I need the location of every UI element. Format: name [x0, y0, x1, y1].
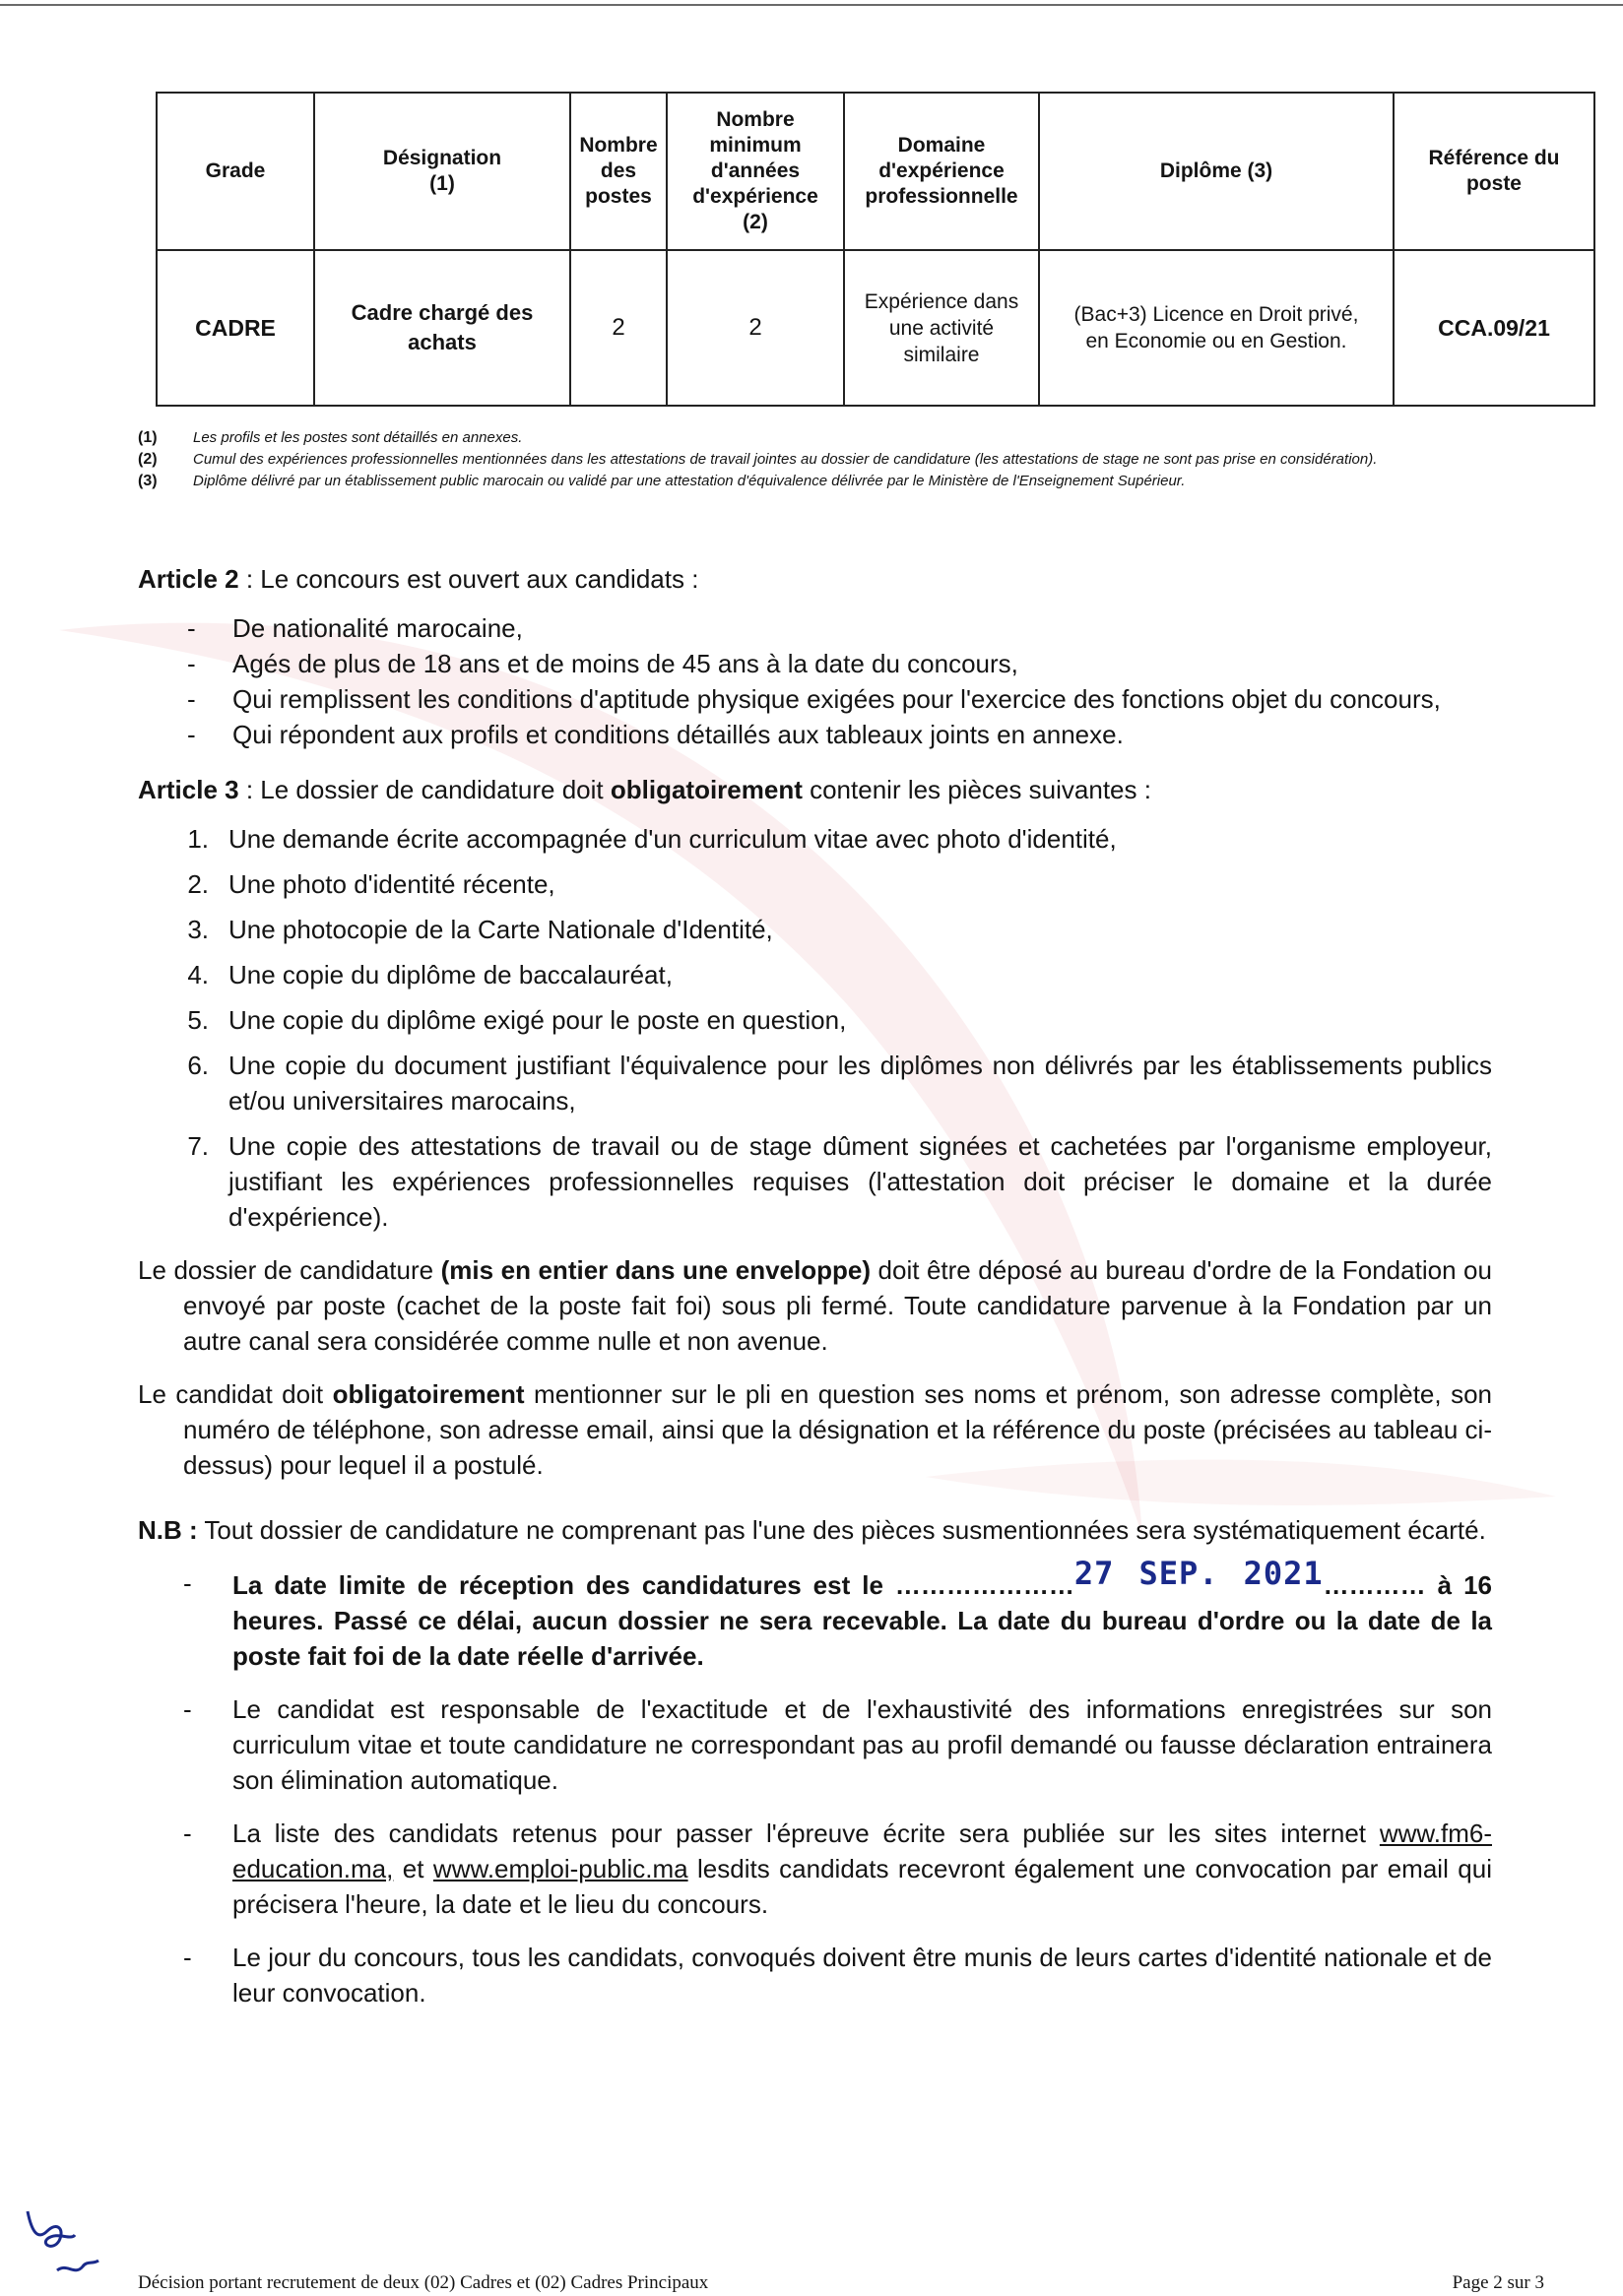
list-item: - Agés de plus de 18 ans et de moins de 45 ans à la date du concours,: [187, 646, 1492, 681]
list-item: - Le jour du concours, tous les candidats, convoqués doivent être munis de leurs cartes d'identité nationale et de leur convocation.: [183, 1940, 1492, 2010]
list-item: 7. Une copie des attestations de travail ou de stage dûment signées et cachetées par l'organisme employeur, justifiant les expériences professionnelles requises (l'attestation doit préciser le domaine et la durée d'expérience).: [187, 1131, 1492, 1232]
list-item: - Qui répondent aux profils et conditions détaillés aux tableaux joints en annexe.: [187, 717, 1492, 752]
header-experience: Nombre minimum d'années d'expérience (2): [667, 93, 844, 250]
header-grade: Grade: [157, 93, 314, 250]
list-item-deadline: - La date limite de réception des candidatures est le …………………27 SEP. 2021………… à 16 heures. Passé ce délai, aucun dossier ne sera recevable. La date du bureau d'ordre ou la date de la poste fait foi de la date réelle d'arrivée.: [183, 1565, 1492, 1674]
top-rule: [0, 4, 1623, 6]
footnote: (2) Cumul des expériences professionnelles mentionnées dans les attestations de travail jointes au dossier de candidature (les attestations de stage ne sont pas prise en considération).: [138, 451, 1378, 468]
link-fm6-education[interactable]: www.fm6-education.ma,: [232, 1818, 1492, 1883]
footer-title: Décision portant recrutement de deux (02) Cadres et (02) Cadres Principaux: [138, 2272, 709, 2293]
list-item: - De nationalité marocaine,: [187, 610, 1492, 646]
vacancy-table: [156, 92, 1595, 407]
header-reference: Référence du poste: [1394, 93, 1594, 250]
footnotes: [138, 428, 1507, 493]
article-3-list: [175, 821, 1492, 1235]
page-number: Page 2 sur 3: [1452, 2272, 1544, 2293]
list-item: 1. Une demande écrite accompagnée d'un curriculum vitae avec photo d'identité,: [187, 824, 1117, 854]
cell-designation: Cadre chargé des achats: [314, 250, 570, 406]
paragraph-candidat: Le candidat doit obligatoirement mentionner sur le pli en question ses noms et prénom, son adresse complète, son numéro de téléphone, son adresse email, ainsi que la désignation et la référence du poste (précisées au tableau ci-dessus) pour lequel il a postulé.: [138, 1379, 1492, 1480]
cell-domaine: Expérience dans une activité similaire: [844, 250, 1039, 406]
list-item: - La liste des candidats retenus pour passer l'épreuve écrite sera publiée sur les sites internet www.fm6-education.ma, et www.emploi-public.ma lesdits candidats recevront également une convocation par email qui précisera l'heure, la date et le lieu du concours.: [183, 1816, 1492, 1922]
list-item: - Le candidat est responsable de l'exactitude et de l'exhaustivité des informations enregistrées sur son curriculum vitae et toute candidature ne correspondant pas au profil demandé ou fausse déclaration entrainera son élimination automatique.: [183, 1691, 1492, 1798]
header-designation: Désignation (1): [314, 93, 570, 250]
paragraph-dossier: Le dossier de candidature (mis en entier dans une enveloppe) doit être déposé au bureau d'ordre de la Fondation ou envoyé par poste (cachet de la poste fait foi) sous pli fermé. Toute candidature parvenue à la Fondation par un autre canal sera considérée comme nulle et non avenue.: [138, 1255, 1492, 1356]
table-row: [157, 250, 1594, 406]
footnote: (1) Les profils et les postes sont détaillés en annexes.: [138, 429, 523, 446]
list-item: 5. Une copie du diplôme exigé pour le poste en question,: [187, 1005, 847, 1035]
article-2-heading: Article 2 : Le concours est ouvert aux candidats :: [138, 564, 699, 594]
article-2-list: [187, 610, 1492, 752]
handwritten-initials-icon: [18, 2201, 106, 2290]
list-item: 4. Une copie du diplôme de baccalauréat,: [187, 960, 673, 989]
list-item: 2. Une photo d'identité récente,: [187, 869, 555, 899]
article-3-heading: Article 3 : Le dossier de candidature doit obligatoirement contenir les pièces suivantes :: [138, 775, 1151, 804]
nb-list: [183, 1555, 1493, 2010]
cell-diplome: (Bac+3) Licence en Droit privé, en Economie ou en Gestion.: [1039, 250, 1394, 406]
body-text: [138, 561, 1492, 2028]
nb-heading: N.B : Tout dossier de candidature ne comprenant pas l'une des pièces susmentionnées sera systématiquement écarté.: [138, 1515, 1486, 1545]
date-stamp: 27 SEP. 2021: [1073, 1555, 1324, 1592]
cell-reference: CCA.09/21: [1394, 250, 1594, 406]
cell-nombre-postes: 2: [570, 250, 667, 406]
link-emploi-public[interactable]: www.emploi-public.ma: [432, 1854, 688, 1883]
header-diplome: Diplôme (3): [1039, 93, 1394, 250]
header-nombre-postes: Nombre des postes: [570, 93, 667, 250]
table-header-row: [157, 93, 1594, 250]
list-item: 6. Une copie du document justifiant l'équivalence pour les diplômes non délivrés par les établissements publics et/ou universitaires marocains,: [187, 1051, 1492, 1116]
list-item: 3. Une photocopie de la Carte Nationale d'Identité,: [187, 915, 773, 944]
footnote: (3) Diplôme délivré par un établissement public marocain ou validé par une attestation d'équivalence délivrée par le Ministère de l'Enseignement Supérieur.: [138, 473, 1186, 489]
header-domaine: Domaine d'expérience professionnelle: [844, 93, 1039, 250]
cell-grade: CADRE: [157, 250, 314, 406]
cell-experience: 2: [667, 250, 844, 406]
list-item: - Qui remplissent les conditions d'aptitude physique exigées pour l'exercice des fonctions objet du concours,: [187, 681, 1492, 717]
